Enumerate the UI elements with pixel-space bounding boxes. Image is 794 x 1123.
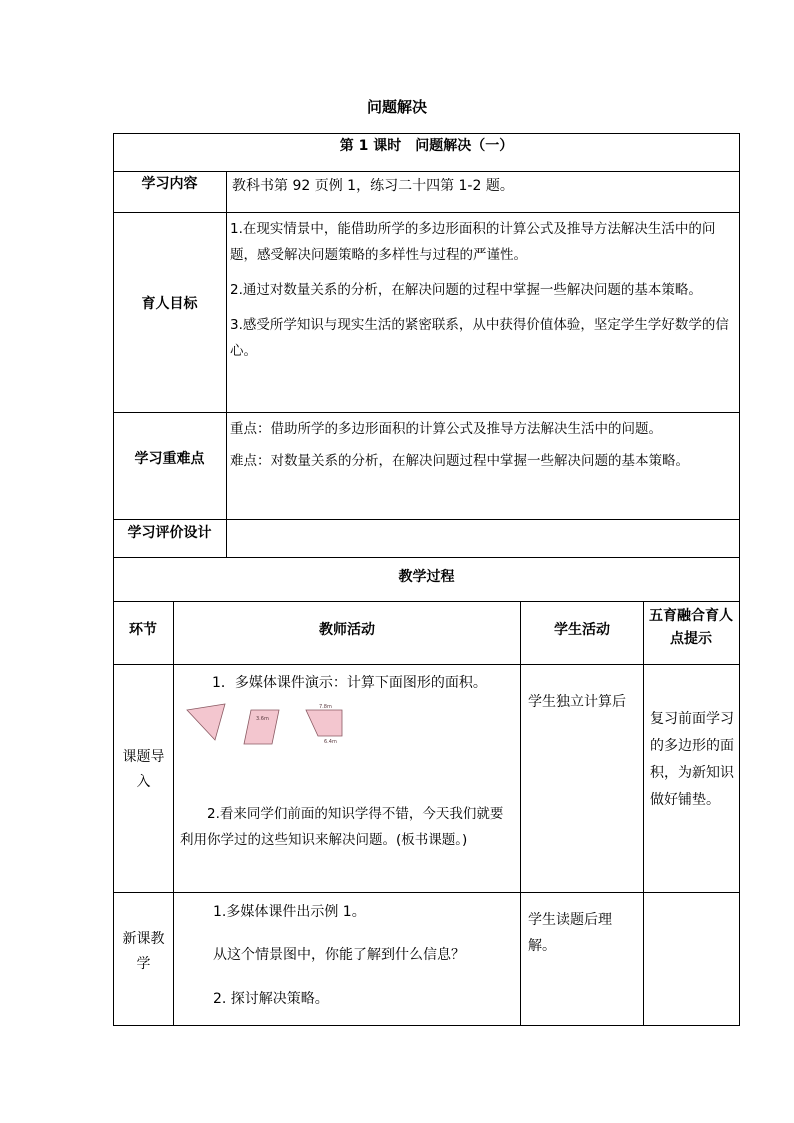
new-teacher-3: 2. 探讨解决策略。	[213, 991, 329, 1007]
figure-label: 7.8m	[319, 704, 332, 710]
key-label: 学习重难点	[134, 451, 205, 467]
lesson-title: 第 1 课时 问题解决（一）	[339, 138, 514, 154]
new-teacher-1: 1.多媒体课件出示例 1。	[213, 904, 366, 920]
content-text: 教科书第 92 页例 1，练习二十四第 1-2 题。	[232, 178, 514, 194]
new-student: 学生读题后理解。	[528, 912, 612, 954]
key-point-item: 重点：借助所学的多边形面积的计算公式及推导方法解决生活中的问题。	[230, 421, 662, 437]
figure-label: 3.6m	[256, 716, 269, 722]
header-stage: 环节	[129, 622, 157, 638]
figure-label: 6.4m	[324, 739, 337, 745]
eval-label: 学习评价设计	[127, 525, 212, 541]
intro-stage: 课题导入	[122, 749, 165, 790]
header-student: 学生活动	[554, 622, 610, 638]
new-stage: 新课教学	[122, 931, 165, 972]
content-label: 学习内容	[141, 176, 198, 192]
trapezoid-figure	[306, 704, 342, 745]
key-points	[230, 416, 738, 474]
new-teacher-2: 从这个情景图中，你能了解到什么信息？	[213, 947, 465, 963]
header-hint: 五育融合育人点提示	[649, 608, 733, 647]
parallelogram-figure	[244, 710, 279, 744]
header-teacher: 教师活动	[319, 622, 375, 638]
goal-item: 2.通过对数量关系的分析，在解决问题的过程中掌握一些解决问题的基本策略。	[230, 282, 702, 298]
intro-teacher-2: 2.看来同学们前面的知识学得不错，今天我们就要利用你学过的这些知识来解决问题。(板书课题。)	[180, 806, 504, 848]
goal-item: 1.在现实情景中，能借助所学的多边形面积的计算公式及推导方法解决生活中的问题，感受解决问题策略的多样性与过程的严谨性。	[230, 221, 716, 263]
goals-label: 育人目标	[141, 296, 198, 312]
triangle-figure	[187, 704, 225, 740]
polygon-figures	[185, 702, 355, 746]
goal-item: 3.感受所学知识与现实生活的紧密联系，从中获得价值体验，坚定学生学好数学的信心。	[230, 317, 729, 359]
intro-student: 学生独立计算后	[528, 694, 626, 710]
goals-list	[230, 216, 735, 364]
process-title: 教学过程	[398, 569, 455, 585]
document-title: 问题解决	[366, 98, 427, 116]
intro-teacher-1: 1．多媒体课件演示：计算下面图形的面积。	[212, 675, 487, 691]
key-point-item: 难点：对数量关系的分析，在解决问题过程中掌握一些解决问题的基本策略。	[230, 453, 689, 469]
intro-hint: 复习前面学习的多边形的面积，为新知识做好铺垫。	[650, 711, 734, 808]
